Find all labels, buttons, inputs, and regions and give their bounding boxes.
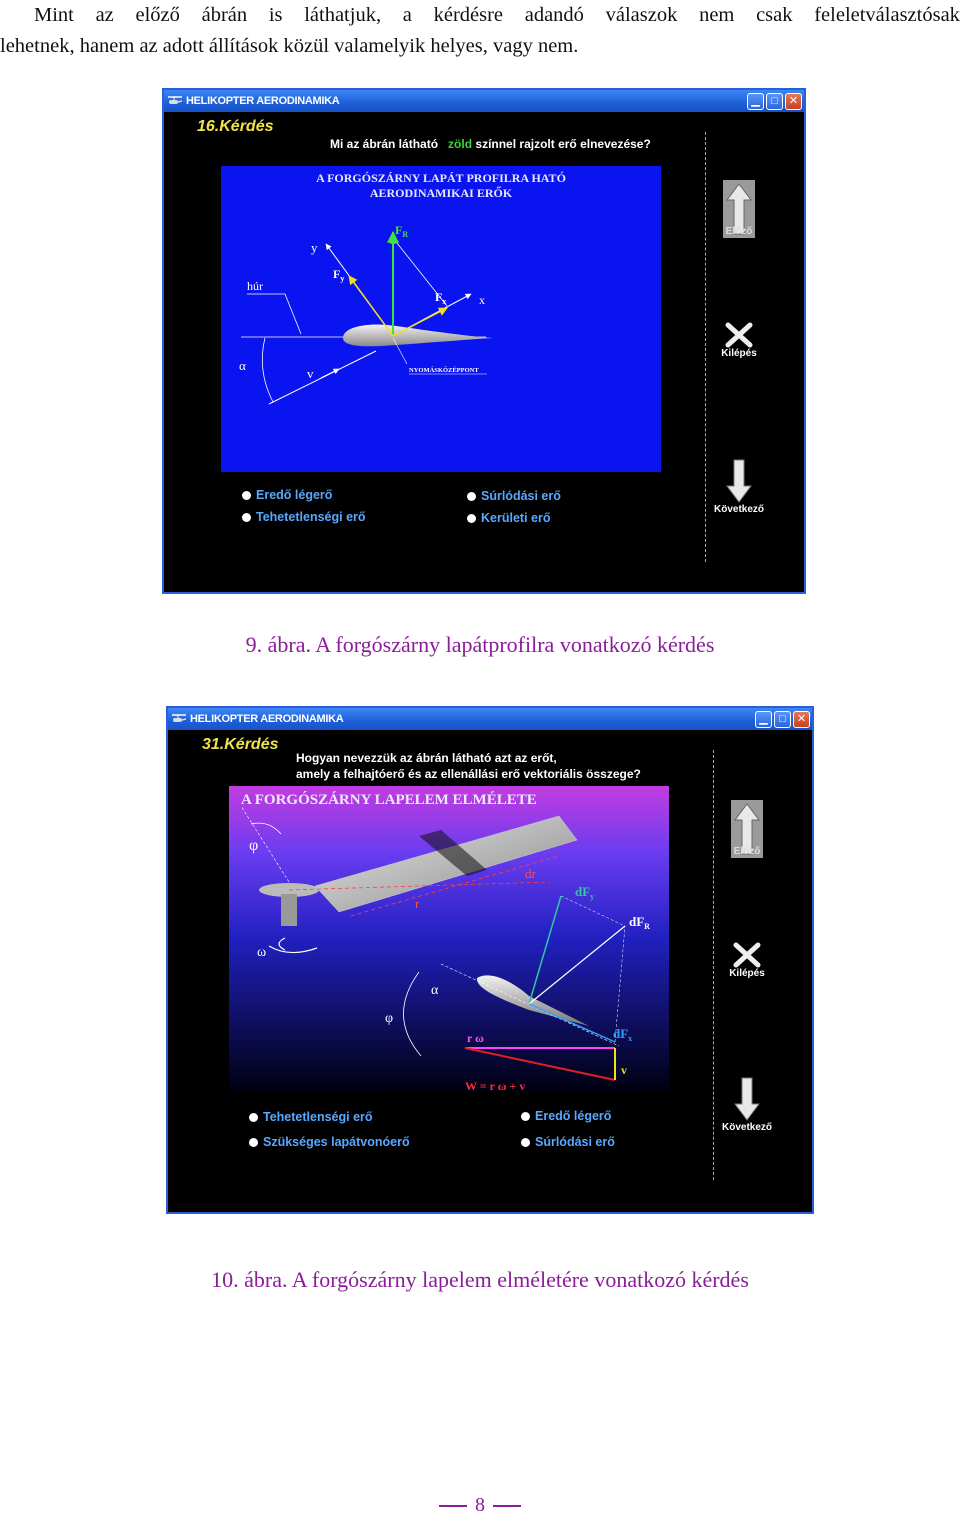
figure1-option-1[interactable]: Eredő légerő	[242, 488, 332, 502]
label-phi: φ	[385, 1011, 394, 1026]
label-hur: húr	[247, 279, 263, 293]
figure1-titlebar	[164, 90, 804, 112]
figure2-diagram-panel	[229, 786, 669, 1092]
figure1-diagram-panel	[221, 166, 661, 472]
figure2-option-4[interactable]: Súrlódási erő	[521, 1135, 615, 1149]
label-v: v	[621, 1063, 627, 1077]
figure1-next-button[interactable]: Következő	[708, 458, 770, 515]
close-button[interactable]: ✕	[793, 711, 810, 728]
radio-icon[interactable]	[521, 1138, 530, 1147]
figure1-question-number: 16.Kérdés	[197, 118, 274, 135]
figure2-window-controls	[755, 711, 812, 728]
radio-icon[interactable]	[467, 514, 476, 523]
label-alpha: α	[431, 983, 439, 998]
label-pressure-center: NYOMÁSKÖZÉPPONT	[409, 367, 479, 374]
figure1-nav-separator	[705, 132, 706, 562]
label-phi-top: φ	[249, 837, 259, 854]
label-omega: ω	[257, 945, 267, 960]
intro-line-1: Mint az előző ábrán is láthatjuk, a kérdésre adandó válaszok nem csak feleletválasztósak	[34, 4, 960, 26]
radio-icon[interactable]	[467, 492, 476, 501]
radio-icon[interactable]	[521, 1112, 530, 1121]
next-arrow-icon	[732, 1076, 762, 1122]
figure2-nav-separator	[713, 750, 714, 1180]
figure2-caption: 10. ábra. A forgószárny lapelem elméletére vonatkozó kérdés	[211, 1267, 749, 1292]
minimize-button[interactable]: ▁	[747, 93, 764, 110]
radio-icon[interactable]	[249, 1113, 258, 1122]
panel-background	[229, 786, 669, 1092]
label-r-omega: r ω	[467, 1031, 484, 1045]
rotor-shaft	[281, 894, 297, 926]
label-fx: $F_x$	[435, 290, 447, 306]
helicopter-app-icon	[172, 712, 186, 726]
figure2-titlebar	[168, 708, 812, 730]
page-number: 8	[0, 1494, 960, 1517]
label-dfr: $dF_R$	[629, 914, 650, 931]
figure1-caption: 9. ábra. A forgószárny lapátprofilra vonatkozó kérdés	[245, 632, 715, 657]
figure2-question-number: 31.Kérdés	[202, 736, 279, 753]
page-number-dash-right	[493, 1505, 521, 1507]
figure1-option-3[interactable]: Súrlódási erő	[467, 489, 561, 503]
figure2-prev-button[interactable]: Előző	[728, 800, 766, 857]
helicopter-app-icon	[168, 94, 182, 108]
figure1-window-controls	[747, 93, 804, 110]
label-fr: $F_R$	[395, 223, 409, 239]
label-fy: $F_y$	[333, 267, 345, 283]
label-alpha: α	[239, 358, 246, 373]
maximize-button[interactable]: □	[766, 93, 783, 110]
figure1-option-4[interactable]: Kerületi erő	[467, 511, 550, 525]
radio-icon[interactable]	[242, 513, 251, 522]
exit-x-icon	[733, 942, 761, 968]
label-v: v	[307, 366, 314, 381]
radio-icon[interactable]	[249, 1138, 258, 1147]
next-arrow-icon	[724, 458, 754, 504]
figure2-window	[166, 706, 814, 1214]
close-button[interactable]: ✕	[785, 93, 802, 110]
figure1-exit-button[interactable]: Kilépés	[714, 322, 764, 359]
figure2-client	[168, 730, 812, 1212]
figure2-option-1[interactable]: Tehetetlenségi erő	[249, 1110, 373, 1124]
radio-icon[interactable]	[242, 491, 251, 500]
figure1-panel-title-2: AERODINAMIKAI ERŐK	[369, 186, 513, 200]
label-x: x	[479, 293, 485, 307]
figure2-window-title: HELIKOPTER AERODINAMIKA	[190, 713, 344, 725]
label-dfy: $dF_y$	[575, 884, 595, 901]
label-r: r	[415, 896, 420, 911]
exit-x-icon	[725, 322, 753, 348]
figure2-exit-button[interactable]: Kilépés	[722, 942, 772, 979]
label-dr: dr	[525, 866, 536, 881]
intro-line-2: lehetnek, hanem az adott állítások közül valamelyik helyes, vagy nem.	[0, 35, 579, 57]
figure2-panel-title: A FORGÓSZÁRNY LAPELEM ELMÉLETE	[241, 792, 537, 808]
figure1-panel-title-1: A FORGÓSZÁRNY LAPÁT PROFILRA HATÓ	[316, 171, 566, 185]
figure1-client	[164, 112, 804, 592]
maximize-button[interactable]: □	[774, 711, 791, 728]
figure1-option-2[interactable]: Tehetetlenségi erő	[242, 510, 366, 524]
page-number-dash-left	[439, 1505, 467, 1507]
figure1-window-title: HELIKOPTER AERODINAMIKA	[186, 95, 340, 107]
label-y: y	[311, 240, 318, 255]
figure1-window	[162, 88, 806, 594]
panel-background	[221, 166, 661, 472]
figure1-prev-button[interactable]: Előző	[720, 180, 758, 237]
figure2-next-button[interactable]: Következő	[716, 1076, 778, 1133]
figure2-option-3[interactable]: Eredő légerő	[521, 1109, 611, 1123]
figure2-question-text: Hogyan nevezzük az ábrán látható azt az erőt, amely a felhajtóerő és az ellenállási erő vektoriális összege?	[296, 751, 641, 781]
figure1-question-text: Mi az ábrán látható zöld színnel rajzolt erő elnevezése?	[330, 137, 651, 151]
intro-paragraph	[0, 0, 960, 62]
label-dfx: $dF_x$	[613, 1026, 633, 1043]
minimize-button[interactable]: ▁	[755, 711, 772, 728]
figure2-option-2[interactable]: Szükséges lapátvonóerő	[249, 1135, 410, 1149]
label-w: W = r ω + v	[465, 1079, 526, 1092]
